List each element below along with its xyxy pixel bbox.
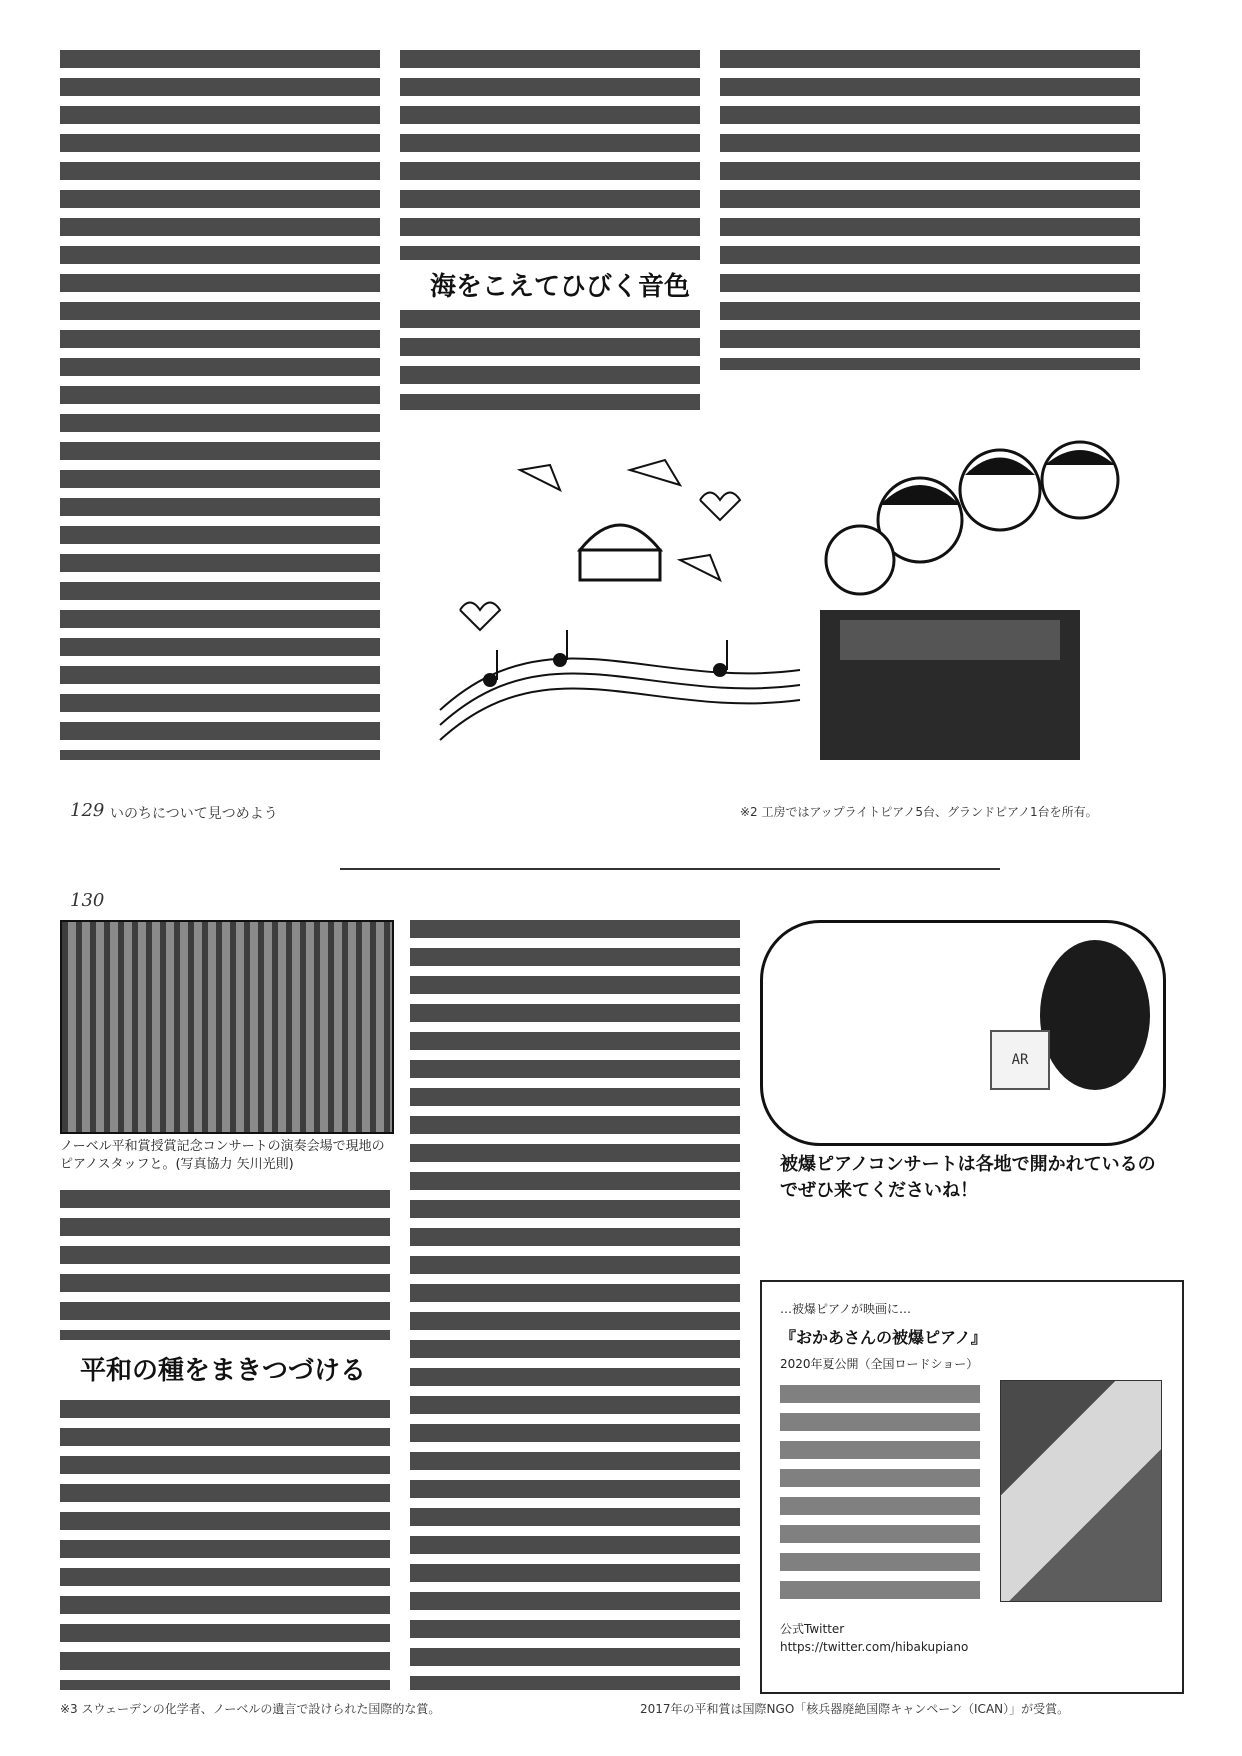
twitter-link[interactable]: https://twitter.com/hibakupiano <box>780 1640 969 1654</box>
section-heading-129: 海をこえてひびく音色 <box>430 272 691 302</box>
film-lead: …被爆ピアノが映画に… <box>780 1302 912 1316</box>
footnote-130-b: 2017年の平和賞は国際NGO「核兵器廃絶国際キャンペーン（ICAN）」が受賞。 <box>640 1702 1070 1716</box>
body-text-block-left-top <box>60 1190 390 1340</box>
page-divider <box>340 868 1000 870</box>
photo-caption: ノーベル平和賞授賞記念コンサートの演奏会場で現地のピアノスタッフと。(写真協力 矢川光則) <box>60 1139 385 1172</box>
section-heading-130: 平和の種をまきつづける <box>80 1356 367 1386</box>
film-credits-block <box>780 1385 980 1605</box>
running-head: いのちについて見つめよう <box>110 806 278 822</box>
children-piano-illustration <box>400 410 1140 780</box>
body-text-block-left <box>60 50 380 760</box>
twitter-label: 公式Twitter <box>780 1622 845 1636</box>
concert-photo <box>60 920 394 1134</box>
body-text-block-right <box>720 50 1140 370</box>
footnote-130-a: ※3 スウェーデンの化学者、ノーベルの遺言で設けられた国際的な賞。 <box>60 1702 441 1716</box>
footnote-129: ※2 工房ではアップライトピアノ5台、グランドピアノ1台を所有。 <box>740 805 1098 819</box>
film-title: 『おかあさんの被爆ピアノ』 <box>780 1328 987 1347</box>
film-poster <box>1000 1380 1162 1602</box>
folio-130: 130 <box>70 890 105 911</box>
body-line-129-1 <box>60 45 360 125</box>
body-text-block-left-bottom <box>60 1400 390 1690</box>
body-text-block-center-top <box>400 50 700 260</box>
page-129 <box>40 30 1200 860</box>
film-release: 2020年夏公開（全国ロードショー） <box>780 1357 979 1371</box>
body-text-block-center-mid <box>400 310 700 410</box>
speaker-silhouette <box>1040 940 1150 1090</box>
page-130 <box>40 880 1200 1720</box>
body-text-block-center <box>410 920 740 1690</box>
folio-129: 129 <box>70 800 105 821</box>
callout-text: 被爆ピアノコンサートは各地で開かれているのでぜひ来てくださいね！ <box>780 1154 1156 1201</box>
ar-badge-icon[interactable]: AR <box>990 1030 1050 1090</box>
